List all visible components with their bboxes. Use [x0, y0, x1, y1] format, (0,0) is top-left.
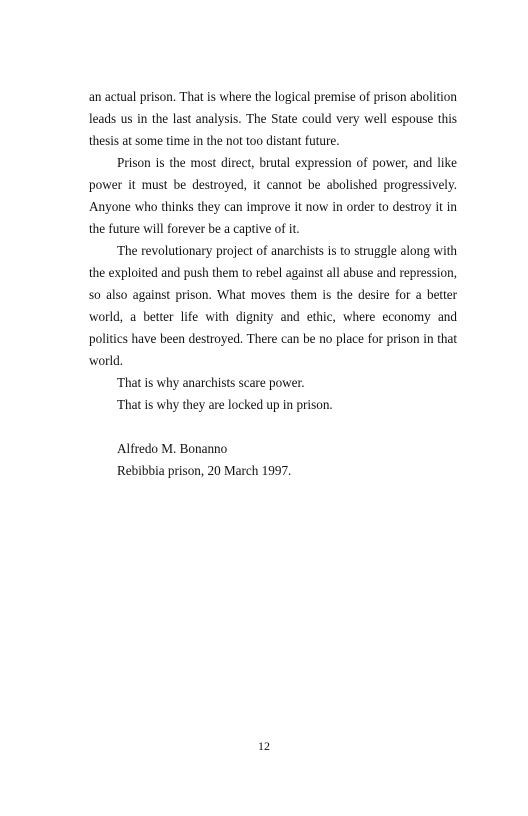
paragraph-scare-power: That is why anarchists scare power. — [117, 375, 305, 390]
paragraph-power: Prison is the most direct, brutal expression of power, and like power it must be destroyed, it cannot be abolished progressively. Anyone who thinks they can improve it now in order to destroy it in the future will forever be a captive of it. — [89, 155, 457, 236]
paragraph-continuation: an actual prison. That is where the logical premise of prison abolition leads us in the last analysis. The State could very well espouse this thesis at some time in the not too distant future. — [89, 89, 457, 148]
signature-author: Alfredo M. Bonanno — [117, 441, 228, 456]
paragraph-anarchist-project: The revolutionary project of anarchists is to struggle along with the exploited and push them to rebel against all abuse and repression, so also against prison. What moves them is the desire for a better world, a better life with dignity and ethic, where economy and politics have been destroyed. There can be no place for prison in that world. — [89, 243, 457, 368]
signature-place-date: Rebibbia prison, 20 March 1997. — [117, 463, 292, 478]
page-number: 12 — [258, 739, 270, 753]
body-text — [89, 86, 457, 482]
paragraph-locked-up: That is why they are locked up in prison. — [117, 397, 333, 412]
